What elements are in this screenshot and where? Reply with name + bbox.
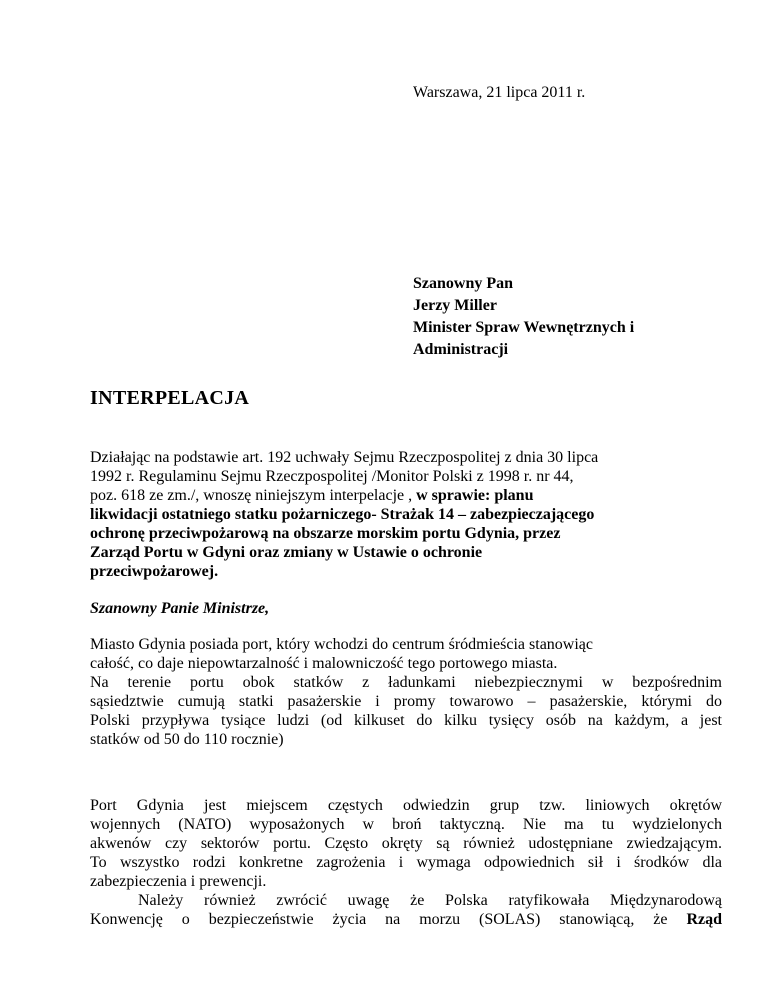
paragraph-port-description [90,635,722,749]
letter-date: Warszawa, 21 lipca 2011 r. [413,84,586,101]
text-span: poz. 618 ze zm./, wnoszę niniejszym interpelacje , [90,487,413,504]
addressee-title: Minister Spraw Wewnętrznych i [413,319,635,336]
text-line: zabezpieczenia i prewencji. [90,873,267,890]
text-line: To wszystko rodzi konkretne zagrożenia i wymaga odpowiednich sił i środków dla [90,854,722,871]
subject-line [90,562,722,581]
subject-line [90,505,722,524]
text-line: Na terenie portu obok statków z ładunkami niebezpiecznymi w bezpośrednim [90,674,722,691]
subject-bold-span: ochronę przeciwpożarową na obszarze morskim portu Gdynia, przez [90,525,561,542]
subject-bold-span: likwidacji ostatniego statku pożarniczego- Strażak 14 – zabezpieczającego [90,506,595,523]
text-line: Miasto Gdynia posiada port, który wchodzi do centrum śródmieścia stanowiąc [90,636,593,653]
text-line: akwenów czy sektorów portu. Często okręty są również udostępniane zwiedzającym. [90,835,722,852]
paragraph-threats [90,796,722,929]
paragraph-legal-basis [90,448,722,581]
text-line [90,486,722,505]
text-line: statków od 50 do 110 rocznie) [90,731,284,748]
text-line: sąsiedztwie cumują statki pasażerskie i promy towarowo – pasażerskie, którymi do [90,693,722,710]
subject-bold-span: Zarząd Portu w Gdyni oraz zmiany w Ustawie o ochronie [90,544,483,561]
text-line: 1992 r. Regulaminu Sejmu Rzeczpospolitej /Monitor Polski z 1998 r. nr 44, [90,468,574,485]
addressee-title-cont: Administracji [413,341,509,358]
text-line: Działając na podstawie art. 192 uchwały Sejmu Rzeczpospolitej z dnia 30 lipca [90,449,599,466]
addressee-line: Szanowny Pan [413,275,514,292]
subject-line [90,543,722,562]
text-line: Należy również zwrócić uwagę że Polska ratyfikowała Międzynarodową [138,892,722,909]
subject-bold-span: przeciwpożarowej. [90,563,219,580]
text-line: całość, co daje niepowtarzalność i malowniczość tego portowego miasta. [90,655,558,672]
bold-span: Rząd [686,911,723,928]
addressee-block [413,273,634,361]
document-title: INTERPELACJA [90,387,250,409]
text-line: wojennych (NATO) wyposażonych w broń taktyczną. Nie ma tu wydzielonych [90,816,722,833]
subject-line [90,524,722,543]
subject-bold-span: w sprawie: planu [412,487,534,504]
text-span: Konwencję o bezpieczeństwie życia na morzu (SOLAS) stanowiącą, że [90,911,668,928]
text-line [90,910,722,929]
addressee-name: Jerzy Miller [413,297,497,314]
salutation: Szanowny Panie Ministrze, [90,600,270,617]
text-line: Port Gdynia jest miejscem częstych odwiedzin grup tzw. liniowych okrętów [90,797,722,814]
text-line: Polski przypływa tysiące ludzi (od kilkuset do kilku tysięcy osób na każdym, a jest [90,712,722,729]
